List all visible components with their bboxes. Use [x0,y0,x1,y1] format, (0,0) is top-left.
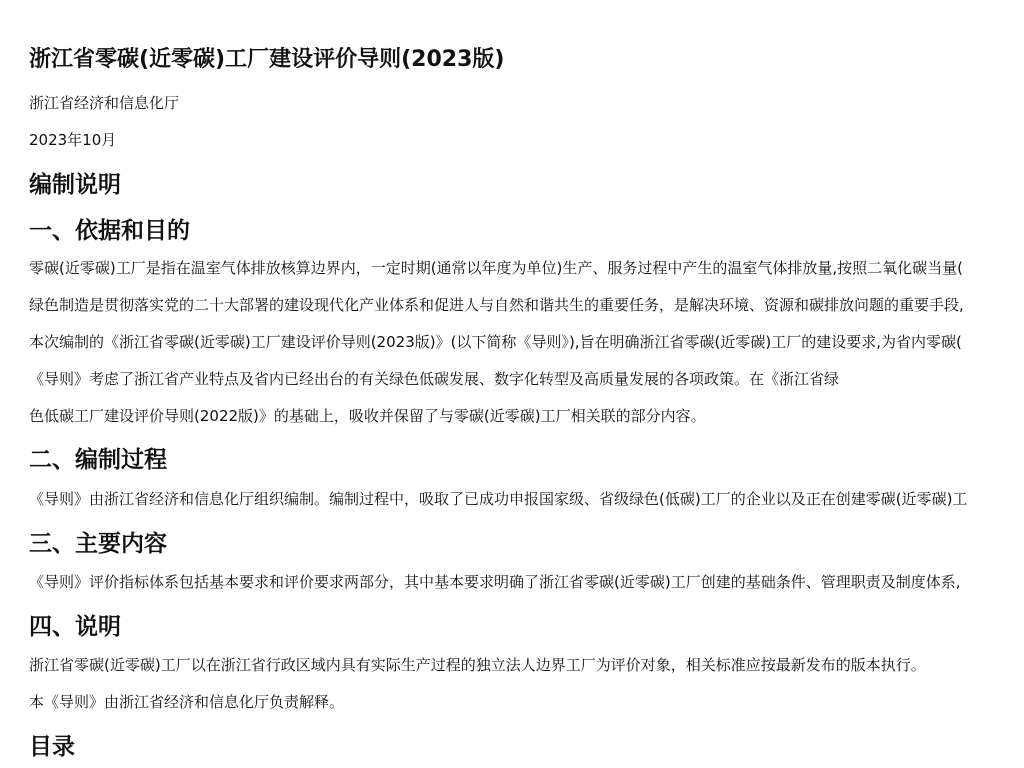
notes-paragraph-2: 本《导则》由浙江省经济和信息化厅负责解释。 [29,693,345,711]
basis-paragraph-4: 《导则》考虑了浙江省产业特点及省内已经出台的有关绿色低碳发展、数字化转型及高质量发展的各项政策。在《浙江省绿 [29,370,840,388]
section-process-heading: 二、编制过程 [29,447,167,473]
content-paragraph-1: 《导则》评价指标体系包括基本要求和评价要求两部分，其中基本要求明确了浙江省零碳(近零碳)工厂创建的基础条件、管理职责及制度体系, [29,573,961,591]
date-text: 2023年10月 [29,131,117,149]
section-notes-heading: 四、说明 [29,614,121,640]
basis-paragraph-3: 本次编制的《浙江省零碳(近零碳)工厂建设评价导则(2023版)》(以下简称《导则》),旨在明确浙江省零碳(近零碳)工厂的建设要求,为省内零碳( [29,333,962,351]
toc-heading: 目录 [29,734,75,760]
process-paragraph-1: 《导则》由浙江省经济和信息化厅组织编制。编制过程中，吸取了已成功申报国家级、省级绿色(低碳)工厂的企业以及正在创建零碳(近零碳)工 [29,490,968,508]
section-basis-heading: 一、依据和目的 [29,218,190,244]
section-content-heading: 三、主要内容 [29,531,167,557]
basis-paragraph-2: 绿色制造是贯彻落实党的二十大部署的建设现代化产业体系和促进人与自然和谐共生的重要任务，是解决环境、资源和碳排放问题的重要手段, [29,296,964,314]
preface-heading: 编制说明 [29,172,121,198]
basis-paragraph-1: 零碳(近零碳)工厂是指在温室气体排放核算边界内，一定时期(通常以年度为单位)生产、服务过程中产生的温室气体排放量,按照二氧化碳当量( [29,259,964,277]
notes-paragraph-1: 浙江省零碳(近零碳)工厂以在浙江省行政区域内具有实际生产过程的独立法人边界工厂为评价对象，相关标准应按最新发布的版本执行。 [29,656,926,674]
issuer-text: 浙江省经济和信息化厅 [29,94,180,112]
basis-paragraph-5: 色低碳工厂建设评价导则(2022版)》的基础上，吸收并保留了与零碳(近零碳)工厂相关联的部分内容。 [29,407,706,425]
document-title: 浙江省零碳(近零碳)工厂建设评价导则(2023版) [29,47,505,72]
